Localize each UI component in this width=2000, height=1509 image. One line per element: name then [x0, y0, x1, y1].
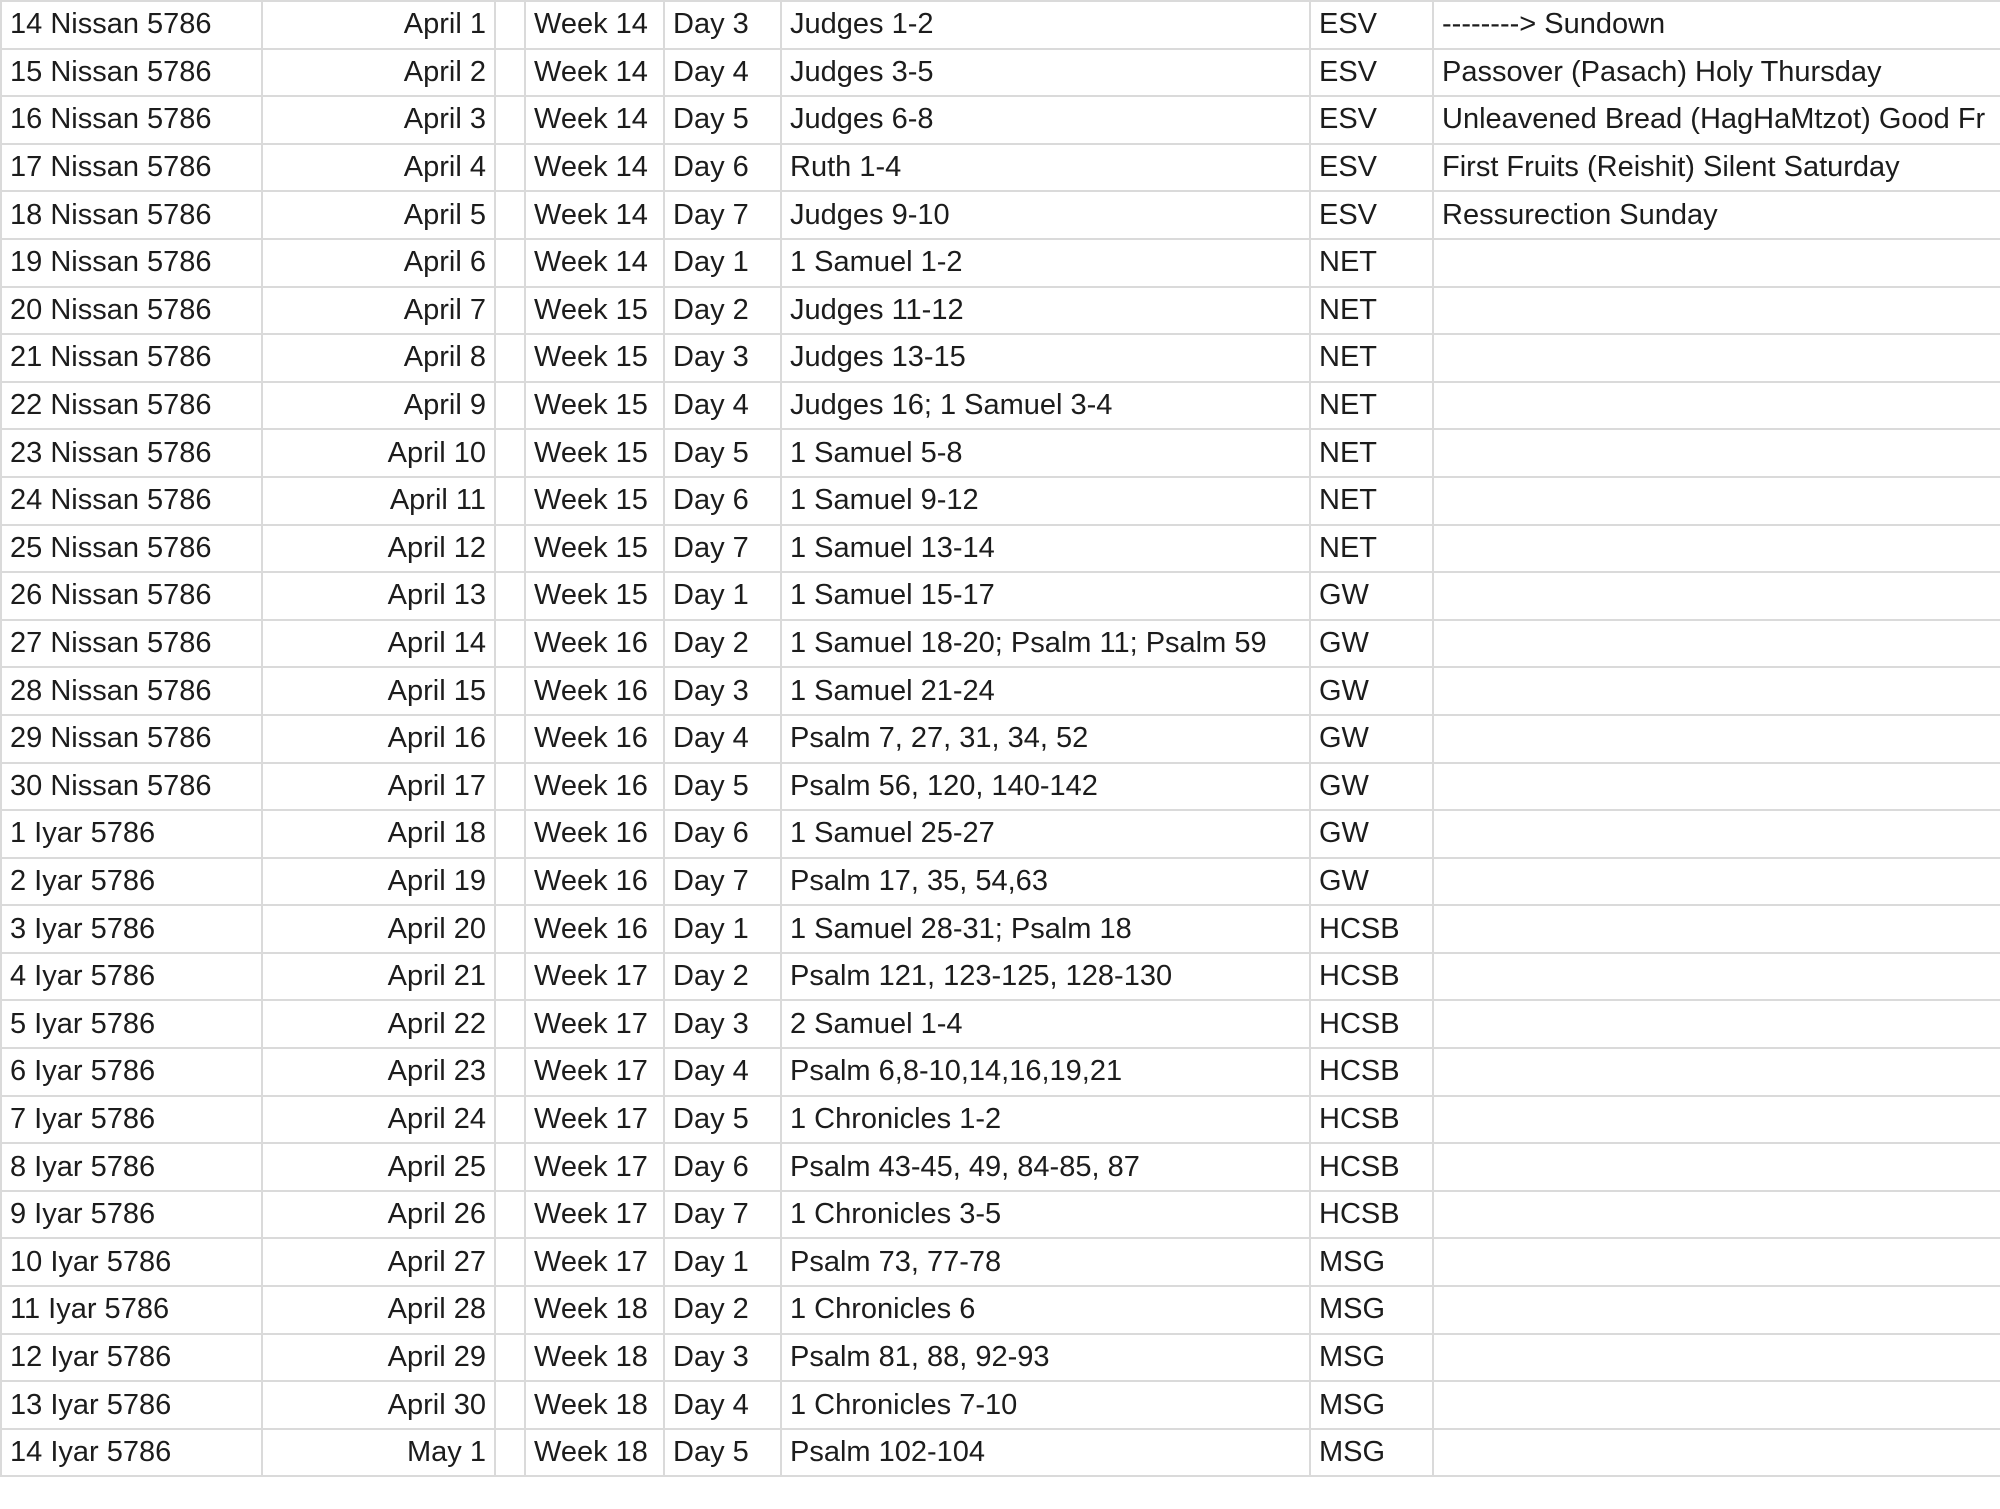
- table-row: [1, 477, 2000, 525]
- bible-version-cell[interactable]: GW: [1310, 667, 1433, 715]
- note-cell[interactable]: [1433, 239, 2000, 287]
- note-cell[interactable]: [1433, 429, 2000, 477]
- week-cell[interactable]: Week 15: [525, 477, 664, 525]
- reading-cell[interactable]: 1 Samuel 25-27: [781, 810, 1310, 858]
- empty-cell[interactable]: [495, 1, 525, 49]
- gregorian-date-cell[interactable]: April 24: [262, 1096, 495, 1144]
- day-cell[interactable]: Day 7: [664, 525, 781, 573]
- week-cell[interactable]: Week 18: [525, 1429, 664, 1477]
- empty-cell[interactable]: [495, 1334, 525, 1382]
- gregorian-date-cell[interactable]: April 1: [262, 1, 495, 49]
- note-cell[interactable]: [1433, 763, 2000, 811]
- note-cell[interactable]: [1433, 1286, 2000, 1334]
- day-cell[interactable]: Day 4: [664, 49, 781, 97]
- week-cell[interactable]: Week 14: [525, 96, 664, 144]
- hebrew-date-cell[interactable]: 19 Nissan 5786: [1, 239, 262, 287]
- gregorian-date-cell[interactable]: April 22: [262, 1000, 495, 1048]
- hebrew-date-cell[interactable]: 16 Nissan 5786: [1, 96, 262, 144]
- reading-cell[interactable]: Judges 13-15: [781, 334, 1310, 382]
- table-row: [1, 1048, 2000, 1096]
- empty-cell[interactable]: [495, 763, 525, 811]
- day-cell[interactable]: Day 3: [664, 334, 781, 382]
- reading-cell[interactable]: 1 Samuel 21-24: [781, 667, 1310, 715]
- hebrew-date-cell[interactable]: 11 Iyar 5786: [1, 1286, 262, 1334]
- note-cell[interactable]: Passover (Pasach) Holy Thursday: [1433, 49, 2000, 97]
- empty-cell[interactable]: [495, 905, 525, 953]
- note-cell[interactable]: [1433, 810, 2000, 858]
- day-cell[interactable]: Day 6: [664, 1143, 781, 1191]
- reading-cell[interactable]: 1 Samuel 1-2: [781, 239, 1310, 287]
- reading-cell[interactable]: 2 Samuel 1-4: [781, 1000, 1310, 1048]
- day-cell[interactable]: Day 6: [664, 810, 781, 858]
- hebrew-date-cell[interactable]: 25 Nissan 5786: [1, 525, 262, 573]
- note-cell[interactable]: [1433, 334, 2000, 382]
- table-row: [1, 572, 2000, 620]
- empty-cell[interactable]: [495, 667, 525, 715]
- sheet-body: [1, 1, 2000, 1476]
- hebrew-date-cell[interactable]: 30 Nissan 5786: [1, 763, 262, 811]
- empty-cell[interactable]: [495, 1143, 525, 1191]
- gregorian-date-cell[interactable]: April 8: [262, 334, 495, 382]
- table-row: [1, 334, 2000, 382]
- reading-cell[interactable]: Psalm 73, 77-78: [781, 1238, 1310, 1286]
- note-cell[interactable]: --------> Sundown: [1433, 1, 2000, 49]
- hebrew-date-cell[interactable]: 5 Iyar 5786: [1, 1000, 262, 1048]
- hebrew-date-cell[interactable]: 23 Nissan 5786: [1, 429, 262, 477]
- bible-version-cell[interactable]: ESV: [1310, 1, 1433, 49]
- week-cell[interactable]: Week 16: [525, 763, 664, 811]
- empty-cell[interactable]: [495, 1286, 525, 1334]
- bible-version-cell[interactable]: MSG: [1310, 1429, 1433, 1477]
- hebrew-date-cell[interactable]: 18 Nissan 5786: [1, 191, 262, 239]
- week-cell[interactable]: Week 14: [525, 191, 664, 239]
- bible-version-cell[interactable]: ESV: [1310, 49, 1433, 97]
- gregorian-date-cell[interactable]: April 11: [262, 477, 495, 525]
- table-row: [1, 1381, 2000, 1429]
- hebrew-date-cell[interactable]: 20 Nissan 5786: [1, 287, 262, 335]
- note-cell[interactable]: [1433, 1429, 2000, 1477]
- table-row: [1, 49, 2000, 97]
- day-cell[interactable]: Day 1: [664, 1238, 781, 1286]
- day-cell[interactable]: Day 4: [664, 1048, 781, 1096]
- hebrew-date-cell[interactable]: 12 Iyar 5786: [1, 1334, 262, 1382]
- bible-version-cell[interactable]: MSG: [1310, 1238, 1433, 1286]
- hebrew-date-cell[interactable]: 6 Iyar 5786: [1, 1048, 262, 1096]
- table-row: [1, 810, 2000, 858]
- hebrew-date-cell[interactable]: 3 Iyar 5786: [1, 905, 262, 953]
- table-row: [1, 239, 2000, 287]
- empty-cell[interactable]: [495, 477, 525, 525]
- reading-cell[interactable]: 1 Samuel 28-31; Psalm 18: [781, 905, 1310, 953]
- reading-cell[interactable]: Judges 9-10: [781, 191, 1310, 239]
- bible-version-cell[interactable]: GW: [1310, 572, 1433, 620]
- day-cell[interactable]: Day 5: [664, 763, 781, 811]
- week-cell[interactable]: Week 15: [525, 382, 664, 430]
- empty-cell[interactable]: [495, 525, 525, 573]
- empty-cell[interactable]: [495, 49, 525, 97]
- gregorian-date-cell[interactable]: April 6: [262, 239, 495, 287]
- table-row: [1, 382, 2000, 430]
- table-row: [1, 525, 2000, 573]
- day-cell[interactable]: Day 1: [664, 239, 781, 287]
- table-row: [1, 905, 2000, 953]
- bible-version-cell[interactable]: NET: [1310, 287, 1433, 335]
- note-cell[interactable]: [1433, 620, 2000, 668]
- empty-cell[interactable]: [495, 572, 525, 620]
- table-row: [1, 1000, 2000, 1048]
- table-row: [1, 191, 2000, 239]
- table-row: [1, 620, 2000, 668]
- reading-cell[interactable]: Judges 6-8: [781, 96, 1310, 144]
- table-row: [1, 429, 2000, 477]
- gregorian-date-cell[interactable]: April 17: [262, 763, 495, 811]
- reading-cell[interactable]: 1 Chronicles 1-2: [781, 1096, 1310, 1144]
- note-cell[interactable]: [1433, 287, 2000, 335]
- reading-cell[interactable]: Psalm 121, 123-125, 128-130: [781, 953, 1310, 1001]
- day-cell[interactable]: Day 3: [664, 667, 781, 715]
- note-cell[interactable]: First Fruits (Reishit) Silent Saturday: [1433, 144, 2000, 192]
- day-cell[interactable]: Day 2: [664, 287, 781, 335]
- hebrew-date-cell[interactable]: 1 Iyar 5786: [1, 810, 262, 858]
- week-cell[interactable]: Week 17: [525, 953, 664, 1001]
- gregorian-date-cell[interactable]: April 25: [262, 1143, 495, 1191]
- gregorian-date-cell[interactable]: April 27: [262, 1238, 495, 1286]
- note-cell[interactable]: [1433, 1334, 2000, 1382]
- table-row: [1, 287, 2000, 335]
- bible-version-cell[interactable]: GW: [1310, 620, 1433, 668]
- empty-cell[interactable]: [495, 1381, 525, 1429]
- table-row: [1, 144, 2000, 192]
- reading-cell[interactable]: 1 Samuel 5-8: [781, 429, 1310, 477]
- reading-cell[interactable]: Psalm 102-104: [781, 1429, 1310, 1477]
- bible-version-cell[interactable]: MSG: [1310, 1334, 1433, 1382]
- day-cell[interactable]: Day 4: [664, 1381, 781, 1429]
- reading-cell[interactable]: Judges 16; 1 Samuel 3-4: [781, 382, 1310, 430]
- day-cell[interactable]: Day 5: [664, 96, 781, 144]
- reading-cell[interactable]: Psalm 17, 35, 54,63: [781, 858, 1310, 906]
- reading-cell[interactable]: 1 Samuel 15-17: [781, 572, 1310, 620]
- hebrew-date-cell[interactable]: 26 Nissan 5786: [1, 572, 262, 620]
- note-cell[interactable]: [1433, 858, 2000, 906]
- day-cell[interactable]: Day 6: [664, 477, 781, 525]
- gregorian-date-cell[interactable]: April 16: [262, 715, 495, 763]
- table-row: [1, 1429, 2000, 1477]
- empty-cell[interactable]: [495, 334, 525, 382]
- empty-cell[interactable]: [495, 239, 525, 287]
- note-cell[interactable]: [1433, 525, 2000, 573]
- table-row: [1, 1238, 2000, 1286]
- week-cell[interactable]: Week 15: [525, 287, 664, 335]
- table-row: [1, 1334, 2000, 1382]
- note-cell[interactable]: [1433, 1048, 2000, 1096]
- week-cell[interactable]: Week 17: [525, 1143, 664, 1191]
- gregorian-date-cell[interactable]: April 30: [262, 1381, 495, 1429]
- empty-cell[interactable]: [495, 1191, 525, 1239]
- week-cell[interactable]: Week 16: [525, 905, 664, 953]
- day-cell[interactable]: Day 5: [664, 1429, 781, 1477]
- hebrew-date-cell[interactable]: 2 Iyar 5786: [1, 858, 262, 906]
- note-cell[interactable]: [1433, 1096, 2000, 1144]
- hebrew-date-cell[interactable]: 14 Nissan 5786: [1, 1, 262, 49]
- bible-version-cell[interactable]: NET: [1310, 239, 1433, 287]
- week-cell[interactable]: Week 16: [525, 715, 664, 763]
- day-cell[interactable]: Day 1: [664, 905, 781, 953]
- note-cell[interactable]: Ressurection Sunday: [1433, 191, 2000, 239]
- reading-cell[interactable]: 1 Samuel 9-12: [781, 477, 1310, 525]
- empty-cell[interactable]: [495, 715, 525, 763]
- empty-cell[interactable]: [495, 1238, 525, 1286]
- week-cell[interactable]: Week 18: [525, 1334, 664, 1382]
- bible-version-cell[interactable]: NET: [1310, 334, 1433, 382]
- reading-cell[interactable]: Judges 3-5: [781, 49, 1310, 97]
- week-cell[interactable]: Week 16: [525, 810, 664, 858]
- week-cell[interactable]: Week 15: [525, 334, 664, 382]
- gregorian-date-cell[interactable]: April 5: [262, 191, 495, 239]
- table-row: [1, 96, 2000, 144]
- note-cell[interactable]: [1433, 667, 2000, 715]
- day-cell[interactable]: Day 5: [664, 429, 781, 477]
- bible-version-cell[interactable]: HCSB: [1310, 1048, 1433, 1096]
- reading-cell[interactable]: Ruth 1-4: [781, 144, 1310, 192]
- gregorian-date-cell[interactable]: April 13: [262, 572, 495, 620]
- bible-version-cell[interactable]: HCSB: [1310, 905, 1433, 953]
- bible-version-cell[interactable]: GW: [1310, 810, 1433, 858]
- note-cell[interactable]: [1433, 1381, 2000, 1429]
- gregorian-date-cell[interactable]: April 26: [262, 1191, 495, 1239]
- bible-version-cell[interactable]: NET: [1310, 429, 1433, 477]
- empty-cell[interactable]: [495, 429, 525, 477]
- note-cell[interactable]: [1433, 1191, 2000, 1239]
- week-cell[interactable]: Week 14: [525, 239, 664, 287]
- day-cell[interactable]: Day 2: [664, 620, 781, 668]
- day-cell[interactable]: Day 3: [664, 1334, 781, 1382]
- hebrew-date-cell[interactable]: 15 Nissan 5786: [1, 49, 262, 97]
- week-cell[interactable]: Week 16: [525, 620, 664, 668]
- gregorian-date-cell[interactable]: April 18: [262, 810, 495, 858]
- empty-cell[interactable]: [495, 191, 525, 239]
- week-cell[interactable]: Week 16: [525, 667, 664, 715]
- reading-cell[interactable]: Psalm 81, 88, 92-93: [781, 1334, 1310, 1382]
- empty-cell[interactable]: [495, 287, 525, 335]
- gregorian-date-cell[interactable]: April 7: [262, 287, 495, 335]
- day-cell[interactable]: Day 4: [664, 715, 781, 763]
- hebrew-date-cell[interactable]: 10 Iyar 5786: [1, 1238, 262, 1286]
- gregorian-date-cell[interactable]: May 1: [262, 1429, 495, 1477]
- gregorian-date-cell[interactable]: April 9: [262, 382, 495, 430]
- gregorian-date-cell[interactable]: April 12: [262, 525, 495, 573]
- gregorian-date-cell[interactable]: April 14: [262, 620, 495, 668]
- day-cell[interactable]: Day 2: [664, 953, 781, 1001]
- week-cell[interactable]: Week 14: [525, 1, 664, 49]
- hebrew-date-cell[interactable]: 22 Nissan 5786: [1, 382, 262, 430]
- day-cell[interactable]: Day 4: [664, 382, 781, 430]
- reading-cell[interactable]: Psalm 7, 27, 31, 34, 52: [781, 715, 1310, 763]
- bible-version-cell[interactable]: HCSB: [1310, 1191, 1433, 1239]
- bible-version-cell[interactable]: GW: [1310, 715, 1433, 763]
- day-cell[interactable]: Day 7: [664, 191, 781, 239]
- empty-cell[interactable]: [495, 620, 525, 668]
- gregorian-date-cell[interactable]: April 21: [262, 953, 495, 1001]
- empty-cell[interactable]: [495, 382, 525, 430]
- week-cell[interactable]: Week 14: [525, 49, 664, 97]
- reading-cell[interactable]: 1 Chronicles 3-5: [781, 1191, 1310, 1239]
- table-row: [1, 1191, 2000, 1239]
- week-cell[interactable]: Week 18: [525, 1381, 664, 1429]
- note-cell[interactable]: [1433, 953, 2000, 1001]
- bible-version-cell[interactable]: NET: [1310, 477, 1433, 525]
- day-cell[interactable]: Day 6: [664, 144, 781, 192]
- hebrew-date-cell[interactable]: 4 Iyar 5786: [1, 953, 262, 1001]
- bible-version-cell[interactable]: GW: [1310, 858, 1433, 906]
- gregorian-date-cell[interactable]: April 2: [262, 49, 495, 97]
- week-cell[interactable]: Week 16: [525, 858, 664, 906]
- hebrew-date-cell[interactable]: 7 Iyar 5786: [1, 1096, 262, 1144]
- bible-version-cell[interactable]: NET: [1310, 382, 1433, 430]
- bible-version-cell[interactable]: ESV: [1310, 191, 1433, 239]
- week-cell[interactable]: Week 18: [525, 1286, 664, 1334]
- gregorian-date-cell[interactable]: April 10: [262, 429, 495, 477]
- week-cell[interactable]: Week 15: [525, 429, 664, 477]
- bible-version-cell[interactable]: MSG: [1310, 1286, 1433, 1334]
- hebrew-date-cell[interactable]: 29 Nissan 5786: [1, 715, 262, 763]
- empty-cell[interactable]: [495, 144, 525, 192]
- table-row: [1, 953, 2000, 1001]
- bible-version-cell[interactable]: MSG: [1310, 1381, 1433, 1429]
- empty-cell[interactable]: [495, 1096, 525, 1144]
- gregorian-date-cell[interactable]: April 28: [262, 1286, 495, 1334]
- empty-cell[interactable]: [495, 1000, 525, 1048]
- hebrew-date-cell[interactable]: 13 Iyar 5786: [1, 1381, 262, 1429]
- bible-version-cell[interactable]: HCSB: [1310, 1096, 1433, 1144]
- reading-cell[interactable]: Judges 11-12: [781, 287, 1310, 335]
- note-cell[interactable]: [1433, 1000, 2000, 1048]
- reading-cell[interactable]: 1 Samuel 13-14: [781, 525, 1310, 573]
- day-cell[interactable]: Day 3: [664, 1, 781, 49]
- bible-version-cell[interactable]: HCSB: [1310, 953, 1433, 1001]
- week-cell[interactable]: Week 17: [525, 1096, 664, 1144]
- bible-version-cell[interactable]: NET: [1310, 525, 1433, 573]
- note-cell[interactable]: [1433, 905, 2000, 953]
- week-cell[interactable]: Week 17: [525, 1238, 664, 1286]
- table-row: [1, 858, 2000, 906]
- table-row: [1, 715, 2000, 763]
- note-cell[interactable]: [1433, 1143, 2000, 1191]
- day-cell[interactable]: Day 7: [664, 1191, 781, 1239]
- reading-cell[interactable]: 1 Chronicles 7-10: [781, 1381, 1310, 1429]
- day-cell[interactable]: Day 3: [664, 1000, 781, 1048]
- gregorian-date-cell[interactable]: April 23: [262, 1048, 495, 1096]
- empty-cell[interactable]: [495, 858, 525, 906]
- week-cell[interactable]: Week 15: [525, 525, 664, 573]
- day-cell[interactable]: Day 1: [664, 572, 781, 620]
- gregorian-date-cell[interactable]: April 4: [262, 144, 495, 192]
- week-cell[interactable]: Week 15: [525, 572, 664, 620]
- note-cell[interactable]: [1433, 477, 2000, 525]
- hebrew-date-cell[interactable]: 17 Nissan 5786: [1, 144, 262, 192]
- bible-version-cell[interactable]: ESV: [1310, 144, 1433, 192]
- hebrew-date-cell[interactable]: 27 Nissan 5786: [1, 620, 262, 668]
- reading-cell[interactable]: Psalm 43-45, 49, 84-85, 87: [781, 1143, 1310, 1191]
- hebrew-date-cell[interactable]: 8 Iyar 5786: [1, 1143, 262, 1191]
- hebrew-date-cell[interactable]: 21 Nissan 5786: [1, 334, 262, 382]
- table-row: [1, 1143, 2000, 1191]
- gregorian-date-cell[interactable]: April 20: [262, 905, 495, 953]
- bible-version-cell[interactable]: HCSB: [1310, 1143, 1433, 1191]
- empty-cell[interactable]: [495, 1429, 525, 1477]
- note-cell[interactable]: Unleavened Bread (HagHaMtzot) Good Fr: [1433, 96, 2000, 144]
- week-cell[interactable]: Week 17: [525, 1191, 664, 1239]
- empty-cell[interactable]: [495, 96, 525, 144]
- week-cell[interactable]: Week 17: [525, 1048, 664, 1096]
- bible-version-cell[interactable]: GW: [1310, 763, 1433, 811]
- gregorian-date-cell[interactable]: April 19: [262, 858, 495, 906]
- week-cell[interactable]: Week 14: [525, 144, 664, 192]
- note-cell[interactable]: [1433, 1238, 2000, 1286]
- empty-cell[interactable]: [495, 1048, 525, 1096]
- table-row: [1, 667, 2000, 715]
- bible-version-cell[interactable]: HCSB: [1310, 1000, 1433, 1048]
- note-cell[interactable]: [1433, 572, 2000, 620]
- hebrew-date-cell[interactable]: 28 Nissan 5786: [1, 667, 262, 715]
- table-row: [1, 763, 2000, 811]
- empty-cell[interactable]: [495, 953, 525, 1001]
- table-row: [1, 1096, 2000, 1144]
- day-cell[interactable]: Day 7: [664, 858, 781, 906]
- reading-cell[interactable]: Psalm 56, 120, 140-142: [781, 763, 1310, 811]
- hebrew-date-cell[interactable]: 24 Nissan 5786: [1, 477, 262, 525]
- reading-cell[interactable]: 1 Samuel 18-20; Psalm 11; Psalm 59: [781, 620, 1310, 668]
- table-row: [1, 1286, 2000, 1334]
- reading-cell[interactable]: 1 Chronicles 6: [781, 1286, 1310, 1334]
- bible-version-cell[interactable]: ESV: [1310, 96, 1433, 144]
- day-cell[interactable]: Day 2: [664, 1286, 781, 1334]
- reading-cell[interactable]: Judges 1-2: [781, 1, 1310, 49]
- week-cell[interactable]: Week 17: [525, 1000, 664, 1048]
- hebrew-date-cell[interactable]: 9 Iyar 5786: [1, 1191, 262, 1239]
- note-cell[interactable]: [1433, 715, 2000, 763]
- gregorian-date-cell[interactable]: April 15: [262, 667, 495, 715]
- reading-cell[interactable]: Psalm 6,8-10,14,16,19,21: [781, 1048, 1310, 1096]
- hebrew-date-cell[interactable]: 14 Iyar 5786: [1, 1429, 262, 1477]
- empty-cell[interactable]: [495, 810, 525, 858]
- gregorian-date-cell[interactable]: April 29: [262, 1334, 495, 1382]
- note-cell[interactable]: [1433, 382, 2000, 430]
- day-cell[interactable]: Day 5: [664, 1096, 781, 1144]
- gregorian-date-cell[interactable]: April 3: [262, 96, 495, 144]
- table-row: [1, 1, 2000, 49]
